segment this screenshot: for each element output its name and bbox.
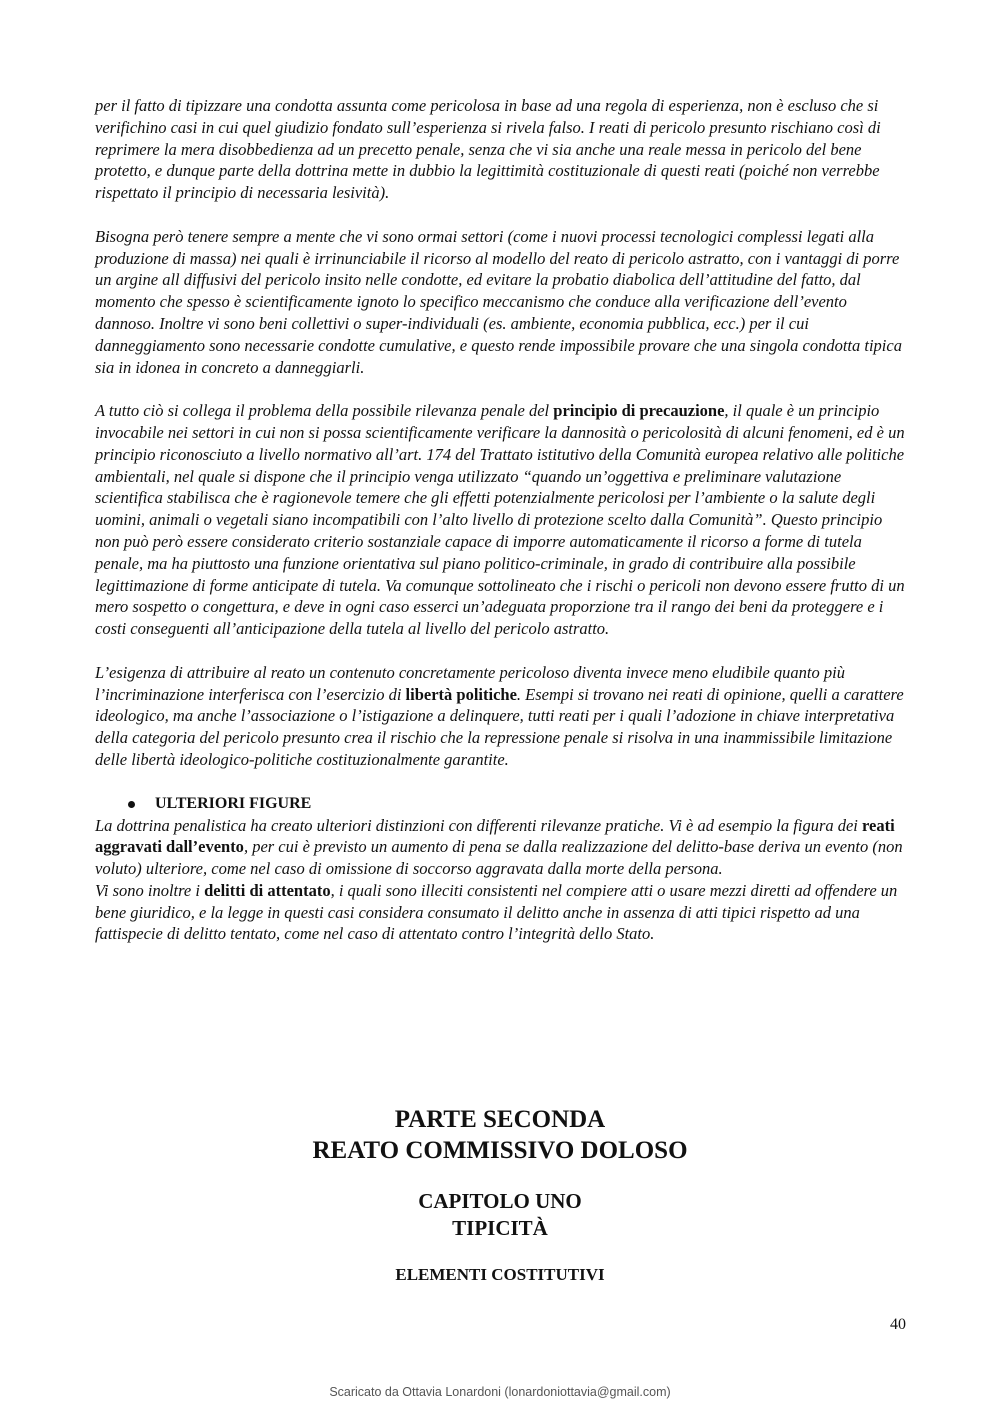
part-title: PARTE SECONDA [394,1106,606,1133]
paragraph-text: A tutto ciò si collega il problema della possibile rilevanza penale del [95,401,554,421]
bullet-label: ULTERIORI FIGURE [155,794,312,812]
paragraph [95,880,907,945]
paragraph [95,662,907,771]
paragraph [95,815,907,880]
paragraph-text: , i quali sono illeciti consistenti nel compiere atti o usare mezzi diretti ad offendere un bene giuridico, e la legge in questi casi considera consumato il delitto anche in assenza di atti tipici rispetto ad una fattispecie di delitto tentato, come nel caso di attentato contro l’integrità dello Stato. [95,880,898,944]
chapter-number: CAPITOLO UNO [418,1189,582,1213]
paragraph-text: . Esempi si trovano nei reati di opinione, quelli a carattere ideologico, ma anche l’associazione o l’istigazione a delinquere, tutti reati per i quali l’adozione in chiave interpretativa della categoria del pericolo presunto crea il rischio che la repressione penale si risolva in una inammissibile limitazione delle libertà ideologico-politiche costituzionalmente garantite. [95,684,904,769]
page-number: 40 [890,1316,906,1333]
bold-term: reati aggravati dall’evento [95,815,895,857]
paragraph-text: L’esigenza di attribuire al reato un contenuto concretamente pericoloso diventa invece meno eludibile quanto più l’incriminazione interferisca con l’esercizio di [95,662,845,704]
chapter-title: TIPICITÀ [452,1216,548,1240]
paragraph-text: La dottrina penalistica ha creato ulteriori distinzioni con differenti rilevanze pratiche. Vi è ad esempio la figura dei [95,815,863,835]
body-text [95,95,907,945]
paragraph-text: , per cui è previsto un aumento di pena se dalla realizzazione del delitto-base deriva un evento (non voluto) ulteriore, come nel caso di omissione di soccorso aggravata dalla morte della persona. [95,837,903,879]
paragraph-text: Vi sono inoltre i [95,880,205,900]
part-subtitle: REATO COMMISSIVO DOLOSO [312,1137,688,1164]
paragraph: per il fatto di tipizzare una condotta assunta come pericolosa in base ad una regola di esperienza, non è escluso che si verifichino casi in cui quel giudizio fondato sull’esperienza si rivela falso. I reati di pericolo presunto rischiano così di reprimere la mera disobbedienza ad un precetto penale, senza che vi sia anche una reale messa in pericolo del bene protetto, e dunque parte della dottrina mette in dubbio la legittimità costituzionale di questi reati (poiché non verrebbe rispettato il principio di necessaria lesività). [95,96,881,203]
bold-term: delitti di attentato [204,880,331,900]
bullet-item [95,793,907,815]
download-footer: Scaricato da Ottavia Lonardoni (lonardoniottavia@gmail.com) [329,1385,671,1399]
paragraph: Bisogna però tenere sempre a mente che vi sono ormai settori (come i nuovi processi tecnologici complessi legati alla produzione di massa) nei quali è irrinunciabile il ricorso al modello del reato di pericolo astratto, con i vantaggi di porre un argine all diffusivi del pericolo insito nelle condotte, ed evitare la probatio diabolica dell’attitudine del fatto, dal momento che spesso è scientificamente ignoto lo specifico meccanismo che conduce alla verificazione dell’evento dannoso. Inoltre vi sono beni collettivi o super-individuali (es. ambiente, economia pubblica, ecc.) per il cui danneggiamento sono necessarie condotte cumulative, e questo rende impossibile provare che una singola condotta tipica sia in idonea in concreto a danneggiarli. [95,226,902,377]
section-heading: ELEMENTI COSTITUTIVI [395,1265,605,1284]
bold-term: libertà politiche [405,684,517,704]
part-heading [0,1104,1000,1166]
bold-term: principio di precauzione [553,401,725,421]
paragraph [95,400,907,640]
chapter-heading [0,1188,1000,1242]
bullet-icon [128,801,135,808]
paragraph-text: , il quale è un principio invocabile nei settori in cui non si possa scientificamente verificare la dannosità o pericolosità di alcuni fenomeni, ed è un principio riconosciuto a livello normativo all’art. 174 del Trattato istitutivo della Comunità europea relativo alle politiche ambientali, nel quale si dispone che il principio venga utilizzato “quando un’oggettiva e preliminare valutazione scientifica stabilisca che è ragionevole temere che gli effetti potenzialmente pericolosi per l’ambiente o la salute degli uomini, animali o vegetali siano incompatibili con l’alto livello di protezione scelto dalla Comunità”. Questo principio non può però essere considerato criterio sostanziale capace di imporre automaticamente il ricorso a forme di tutela penale, ma ha piuttosto una funzione orientativa sul piano politico-criminale, in grado di contribuire alla possibile legittimazione di forme anticipate di tutela. Va comunque sottolineato che i rischi o pericoli non devono essere frutto di un mero sospetto o congettura, e deve in ogni caso esserci un’adeguata proporzione tra il rango dei beni da proteggere e i costi conseguenti all’anticipazione della tutela al livello del pericolo astratto. [95,401,905,639]
